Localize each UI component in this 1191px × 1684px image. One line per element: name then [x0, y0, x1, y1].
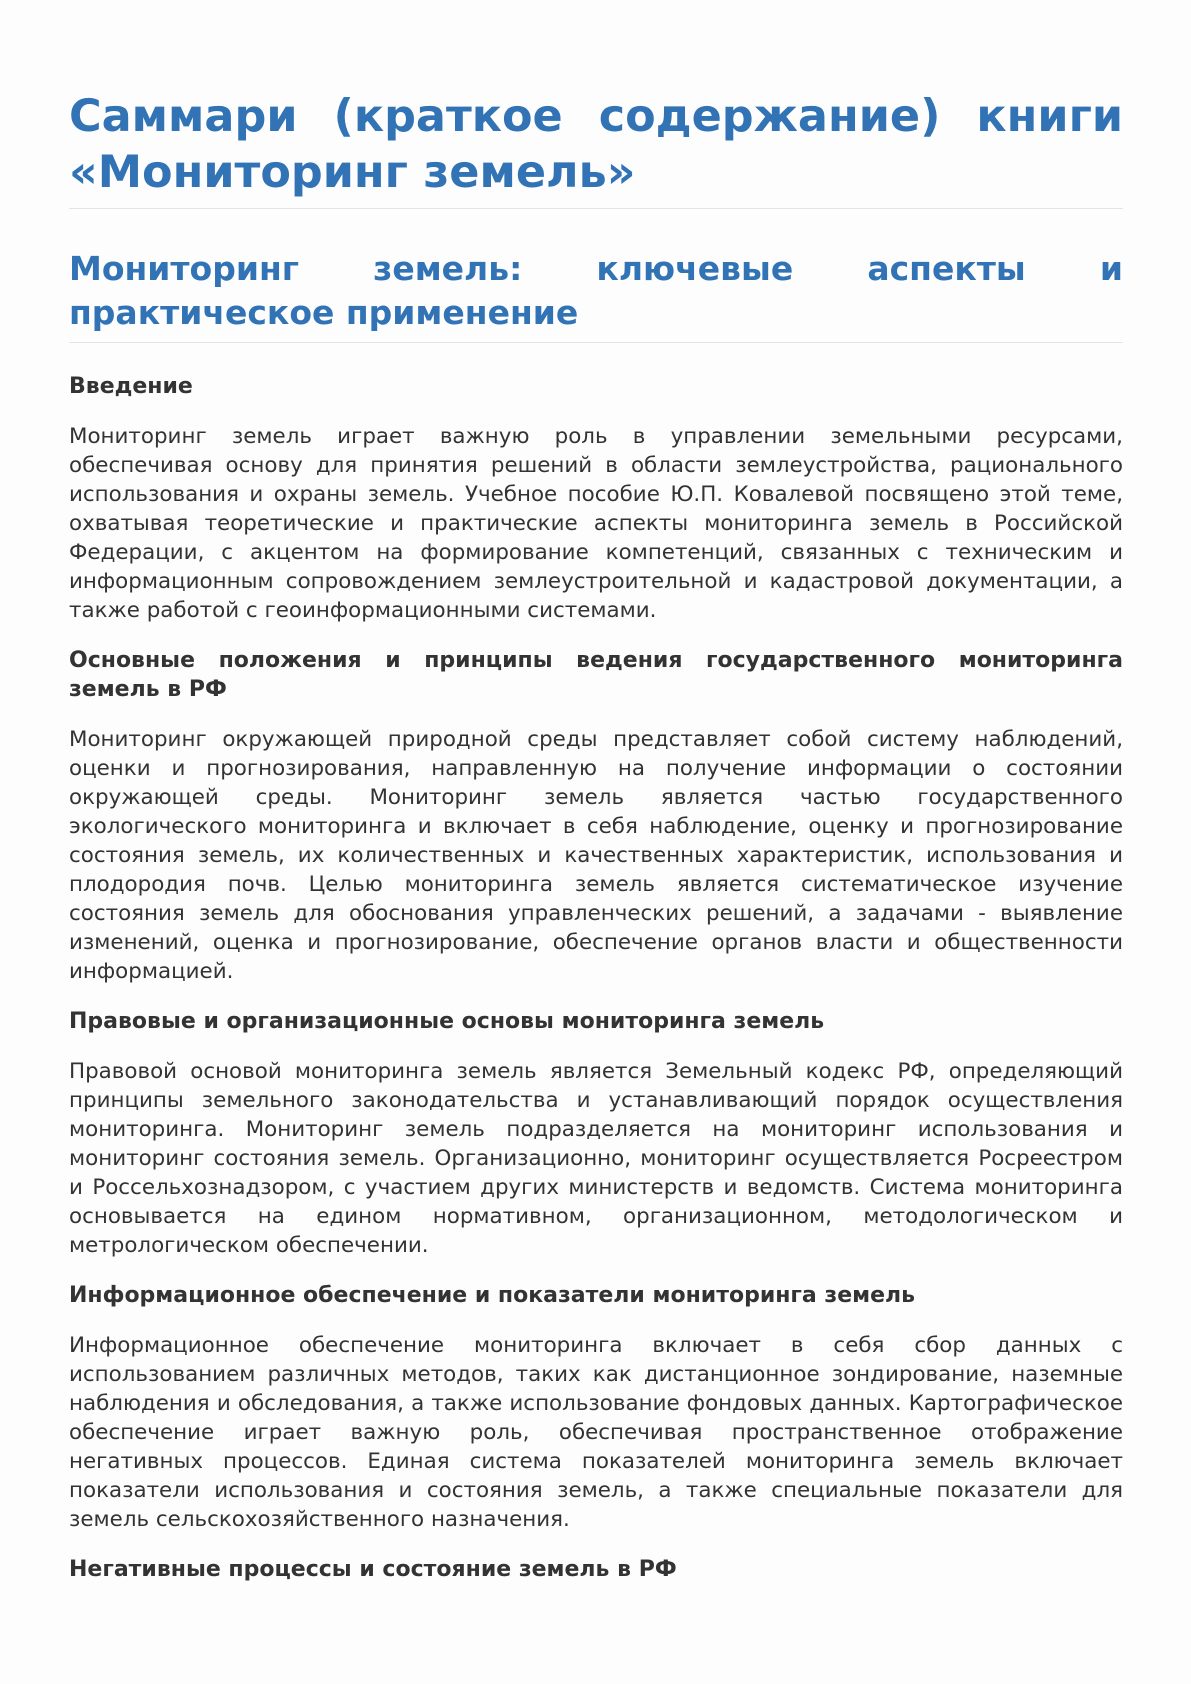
section-text-information-support: Информационное обеспечение мониторинга включает в себя сбор данных с использованием различных методов, таких как дистанционное зондирование, наземные наблюдения и обследования, а также использование фондовых данных. Картографическое обеспечение играет важную роль, обеспечивая пространственное отображение негативных процессов. Единая система показателей мониторинга земель включает показатели использования и состояния земель, а также специальные показатели для земель сельскохозяйственного назначения. — [69, 1333, 1123, 1532]
section-heading-principles: Основные положения и принципы ведения государственного мониторинга земель в РФ — [69, 648, 1123, 702]
section-heading-introduction: Введение — [69, 374, 193, 399]
section-heading-legal-basis: Правовые и организационные основы мониторинга земель — [69, 1009, 825, 1034]
section-heading-negative-processes: Негативные процессы и состояние земель в РФ — [69, 1557, 677, 1582]
section-text-legal-basis: Правовой основой мониторинга земель является Земельный кодекс РФ, определяющий принципы земельного законодательства и устанавливающий порядок осуществления мониторинга. Мониторинг земель подразделяется на мониторинг использования и мониторинг состояния земель. Организационно, мониторинг осуществляется Росреестром и Россельхознадзором, с участием других министерств и ведомств. Система мониторинга основывается на едином нормативном, организационном, методологическом и метрологическом обеспечении. — [69, 1059, 1123, 1258]
section-heading-information-support: Информационное обеспечение и показатели мониторинга земель — [69, 1283, 916, 1308]
document-subtitle: Мониторинг земель: ключевые аспекты и практическое применение — [69, 209, 1123, 343]
section-text-principles: Мониторинг окружающей природной среды представляет собой систему наблюдений, оценки и прогнозирования, направленную на получение информации о состоянии окружающей среды. Мониторинг земель является частью государственного экологического мониторинга и включает в себя наблюдение, оценку и прогнозирование состояния земель, их количественных и качественных характеристик, использования и плодородия почв. Целью мониторинга земель является систематическое изучение состояния земель для обоснования управленческих решений, а задачами - выявление изменений, оценка и прогнозирование, обеспечение органов власти и общественности информацией. — [69, 727, 1123, 984]
document-title: Саммари (краткое содержание) книги «Мониторинг земель» — [69, 0, 1123, 209]
document-page — [69, 0, 1123, 1584]
section-text-introduction: Мониторинг земель играет важную роль в управлении земельными ресурсами, обеспечивая основу для принятия решений в области землеустройства, рационального использования и охраны земель. Учебное пособие Ю.П. Ковалевой посвящено этой теме, охватывая теоретические и практические аспекты мониторинга земель в Российской Федерации, с акцентом на формирование компетенций, связанных с техническим и информационным сопровождением землеустроительной и кадастровой документации, а также работой с геоинформационными системами. — [69, 424, 1123, 623]
